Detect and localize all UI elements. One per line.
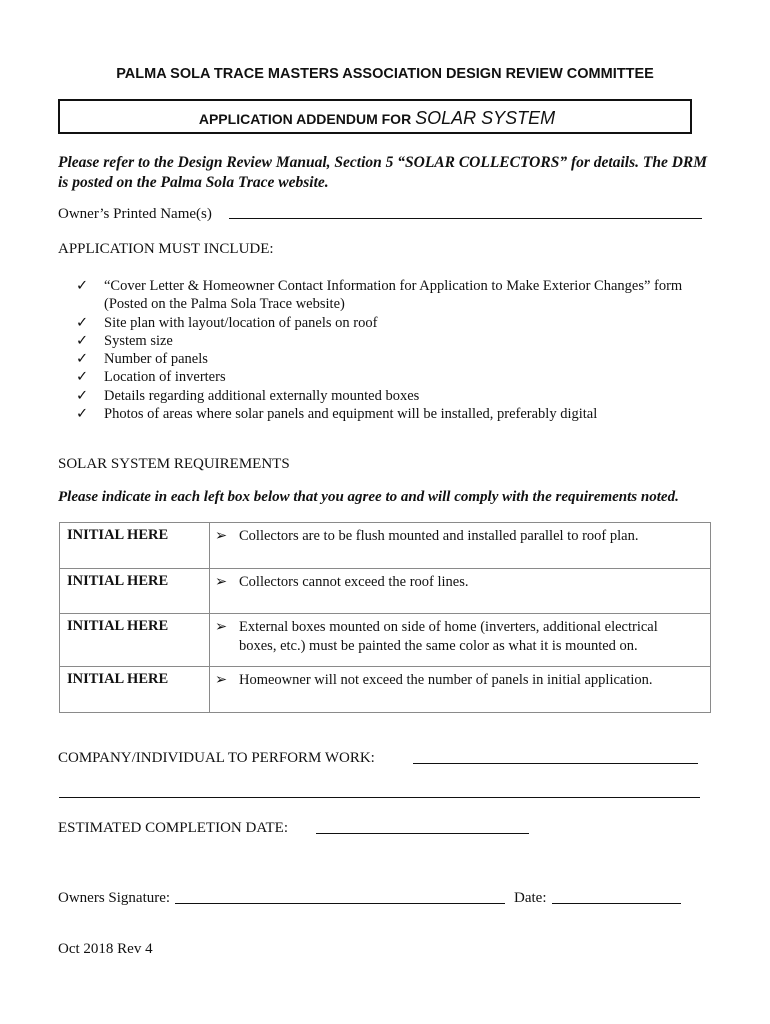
arrow-bullet-icon: ➢: [215, 574, 228, 590]
intro-text: [58, 153, 718, 193]
application-checklist: [76, 277, 716, 423]
table-row: [60, 667, 711, 713]
initial-box[interactable]: INITIAL HERE: [60, 523, 210, 569]
checkmark-icon: ✓: [76, 351, 89, 368]
owner-name-label: Owner’s Printed Name(s): [58, 206, 212, 222]
checkmark-icon: ✓: [76, 314, 89, 331]
owner-name-field[interactable]: [229, 218, 702, 219]
completion-date-label: ESTIMATED COMPLETION DATE:: [58, 820, 288, 836]
checklist-item: ✓ Photos of areas where solar panels and equipment will be installed, preferably digital: [76, 406, 598, 423]
company-field[interactable]: [413, 763, 698, 764]
checklist-item: ✓ System size: [76, 332, 173, 349]
intro-line-1: Please refer to the Design Review Manual, Section 5 “SOLAR COLLECTORS” for details. The DRM: [58, 154, 708, 171]
initial-box[interactable]: INITIAL HERE: [60, 569, 210, 614]
company-label: COMPANY/INDIVIDUAL TO PERFORM WORK:: [58, 750, 375, 766]
intro-line-2: is posted on the Palma Sola Trace website.: [58, 174, 329, 191]
checklist-item: ✓ Location of inverters: [76, 369, 226, 386]
requirement-text: ➢ Collectors are to be flush mounted and installed parallel to roof plan.: [210, 523, 711, 569]
arrow-bullet-icon: ➢: [215, 672, 228, 688]
requirement-text: ➢ External boxes mounted on side of home (inverters, additional electrical boxes, etc.) must be painted the same color as what it is mounted on.: [210, 614, 711, 667]
requirement-text: ➢ Homeowner will not exceed the number of panels in initial application.: [210, 667, 711, 713]
checkmark-icon: ✓: [76, 369, 89, 386]
application-heading: APPLICATION MUST INCLUDE:: [58, 241, 274, 257]
addendum-heading: [60, 108, 694, 129]
checklist-item: ✓ Details regarding additional externally mounted boxes: [76, 387, 420, 404]
form-title: PALMA SOLA TRACE MASTERS ASSOCIATION DESIGN REVIEW COMMITTEE: [116, 66, 654, 82]
addendum-subject: SOLAR SYSTEM: [415, 108, 556, 128]
requirements-heading: SOLAR SYSTEM REQUIREMENTS: [58, 456, 290, 472]
addendum-prefix: APPLICATION ADDENDUM FOR: [198, 111, 416, 127]
date-field[interactable]: [552, 903, 681, 904]
table-row: [60, 569, 711, 614]
company-field-line-2[interactable]: [59, 797, 700, 798]
signature-label: Owners Signature:: [58, 890, 171, 906]
addendum-box: [58, 99, 692, 134]
checklist-item-continuation: (Posted on the Palma Sola Trace website): [104, 296, 345, 313]
initial-box[interactable]: INITIAL HERE: [60, 667, 210, 713]
table-row: [60, 614, 711, 667]
table-row: [60, 523, 711, 569]
checkmark-icon: ✓: [76, 278, 89, 294]
initial-box[interactable]: INITIAL HERE: [60, 614, 210, 667]
arrow-bullet-icon: ➢: [215, 619, 228, 635]
date-label: Date:: [514, 890, 547, 906]
checklist-item: ✓ Number of panels: [76, 351, 208, 368]
checkmark-icon: ✓: [76, 332, 89, 349]
revision-footer: Oct 2018 Rev 4: [58, 941, 153, 957]
checkmark-icon: ✓: [76, 406, 89, 423]
requirements-instruction: Please indicate in each left box below that you agree to and will comply with the requirements noted.: [58, 489, 679, 505]
requirement-text: ➢ Collectors cannot exceed the roof lines.: [210, 569, 711, 614]
arrow-bullet-icon: ➢: [215, 528, 228, 544]
checklist-item: ✓ Site plan with layout/location of panels on roof: [76, 314, 378, 331]
requirements-table: [59, 522, 711, 713]
completion-date-field[interactable]: [316, 833, 529, 834]
checkmark-icon: ✓: [76, 387, 89, 404]
signature-field[interactable]: [175, 903, 505, 904]
checklist-item: ✓ “Cover Letter & Homeowner Contact Information for Application to Make Exterior Changes” form: [76, 278, 683, 294]
